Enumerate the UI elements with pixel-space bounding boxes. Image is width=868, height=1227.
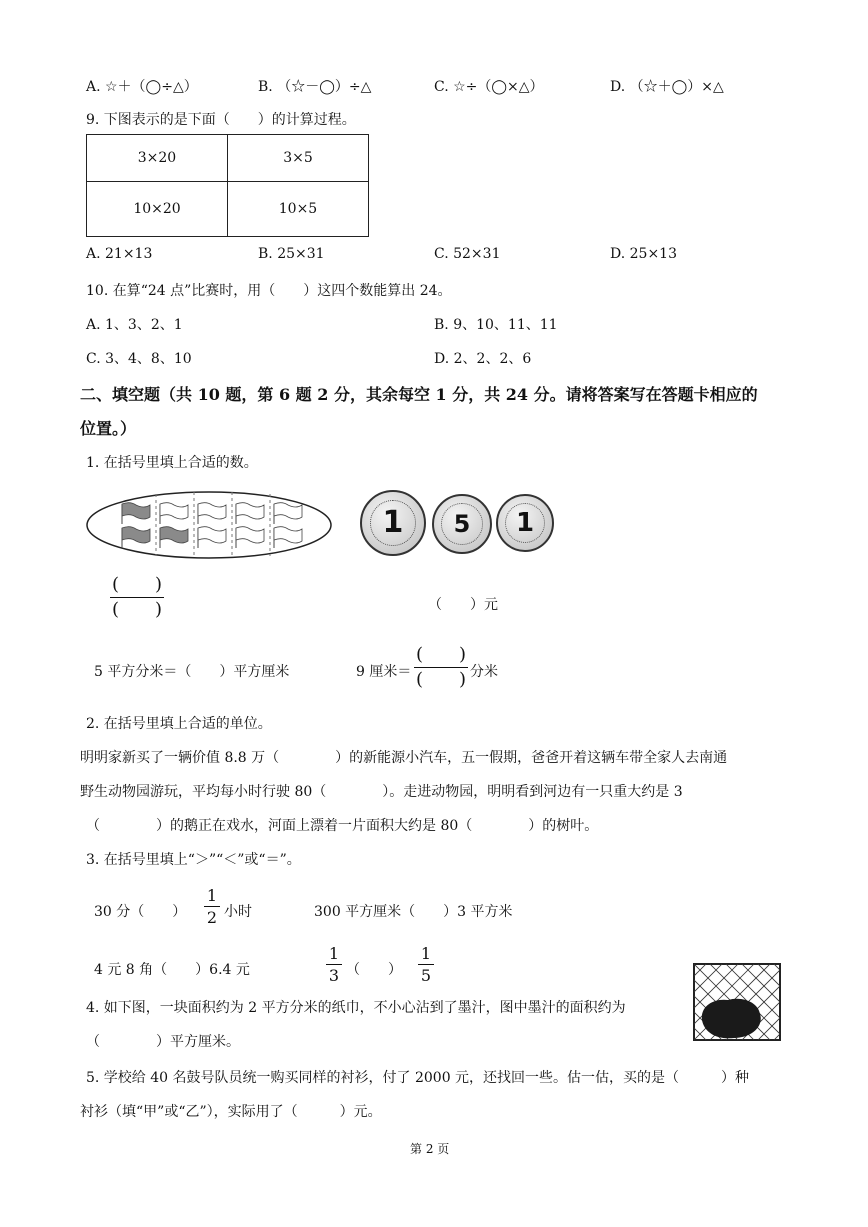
f1-area-equation: 5 平方分米＝（ ）平方厘米 bbox=[94, 664, 290, 680]
numerator: 1 bbox=[206, 886, 218, 905]
f5-line: 5. 学校给 40 名鼓号队员统一购买同样的衬衫，付了 2000 元，还找回一些。估一估，买的是（ ）种 bbox=[86, 1070, 750, 1086]
denominator-blank: ( ) bbox=[111, 599, 163, 620]
coin-value: 1 bbox=[382, 505, 404, 541]
denominator-blank: ( ) bbox=[415, 669, 467, 690]
table-cell: 3×20 bbox=[87, 135, 228, 182]
f3-compare-a-right: 小时 bbox=[224, 904, 252, 920]
f3-one-third-fraction bbox=[326, 944, 342, 985]
numerator: 1 bbox=[328, 944, 340, 963]
f3-compare-a-left: 30 分（ ） bbox=[94, 904, 187, 920]
coin-value: 5 bbox=[453, 510, 471, 538]
q8-option-c: C. ☆÷（◯×△） bbox=[434, 79, 544, 95]
page-number: 第 2 页 bbox=[410, 1142, 450, 1156]
q9-option-c: C. 52×31 bbox=[434, 246, 501, 262]
q10-option-d: D. 2、2、2、6 bbox=[434, 351, 532, 367]
section-heading-cont: 位置。） bbox=[80, 419, 137, 438]
q10-option-c: C. 3、4、8、10 bbox=[86, 351, 192, 367]
f3-compare-c: 4 元 8 角（ ）6.4 元 bbox=[94, 962, 250, 978]
f3-half-fraction bbox=[204, 886, 220, 927]
f2-line: 野生动物园游玩，平均每小时行驶 80（ ）。走进动物园，明明看到河边有一只重大约是 3 bbox=[80, 784, 683, 800]
f5-line: 衬衫（填“甲”或“乙”），实际用了（ ）元。 bbox=[80, 1104, 382, 1120]
f3-compare-b: 300 平方厘米（ ）3 平方米 bbox=[314, 904, 513, 920]
coin-value: 1 bbox=[515, 507, 535, 538]
denominator: 3 bbox=[328, 966, 340, 985]
q9-area-table bbox=[86, 134, 369, 237]
table-cell: 3×5 bbox=[228, 135, 369, 182]
f3-stem: 3. 在括号里填上“＞”“＜”或“＝”。 bbox=[86, 852, 301, 868]
q10-option-a: A. 1、3、2、1 bbox=[86, 317, 183, 333]
q8-option-a: A. ☆＋（◯÷△） bbox=[86, 79, 198, 95]
denominator: 2 bbox=[206, 908, 218, 927]
flag-ellipse-figure bbox=[84, 488, 334, 562]
f3-compare-d-blank: （ ） bbox=[346, 962, 402, 978]
numerator-blank: ( ) bbox=[415, 644, 467, 665]
q10-stem: 10. 在算“24 点”比赛时，用（ ）这四个数能算出 24。 bbox=[86, 283, 452, 299]
f3-one-fifth-fraction bbox=[418, 944, 434, 985]
f1-length-equation-right: 分米 bbox=[470, 664, 498, 680]
f1-length-fraction-blank bbox=[414, 644, 468, 691]
coin-five-jiao-icon bbox=[432, 494, 492, 554]
coin-one-jiao-icon bbox=[496, 494, 554, 552]
q9-stem: 9. 下图表示的是下面（ ）的计算过程。 bbox=[86, 112, 356, 128]
section-heading: 二、填空题（共 10 题，第 6 题 2 分，其余每空 1 分，共 24 分。请将答案写在答题卡相应的 bbox=[80, 385, 758, 404]
numerator-blank: ( ) bbox=[111, 574, 163, 595]
q9-option-b: B. 25×31 bbox=[258, 246, 325, 262]
f2-line: 明明家新买了一辆价值 8.8 万（ ）的新能源小汽车，五一假期，爸爸开着这辆车带全家人去南通 bbox=[80, 750, 728, 766]
f4-line: 4. 如下图，一块面积约为 2 平方分米的纸巾，不小心沾到了墨汁，图中墨汁的面积约为 bbox=[86, 1000, 626, 1016]
q9-option-a: A. 21×13 bbox=[86, 246, 153, 262]
table-cell: 10×20 bbox=[87, 182, 228, 237]
denominator: 5 bbox=[420, 966, 432, 985]
f1-fraction-blank bbox=[110, 574, 164, 621]
q10-option-b: B. 9、10、11、11 bbox=[434, 317, 558, 333]
q8-option-b: B. （☆－◯）÷△ bbox=[258, 79, 372, 95]
q8-option-d: D. （☆＋◯）×△ bbox=[610, 79, 724, 95]
f1-length-equation-left: 9 厘米＝ bbox=[356, 664, 412, 680]
f2-stem: 2. 在括号里填上合适的单位。 bbox=[86, 716, 272, 732]
f4-line: （ ）平方厘米。 bbox=[86, 1034, 240, 1050]
f1-stem: 1. 在括号里填上合适的数。 bbox=[86, 455, 258, 471]
coin-one-jiao-icon bbox=[360, 490, 426, 556]
table-cell: 10×5 bbox=[228, 182, 369, 237]
q9-option-d: D. 25×13 bbox=[610, 246, 677, 262]
numerator: 1 bbox=[420, 944, 432, 963]
ink-stained-tissue-figure bbox=[692, 962, 782, 1042]
f1-yuan-blank: （ ）元 bbox=[428, 597, 498, 613]
f2-line: （ ）的鹅正在戏水，河面上漂着一片面积大约是 80（ ）的树叶。 bbox=[86, 818, 599, 834]
